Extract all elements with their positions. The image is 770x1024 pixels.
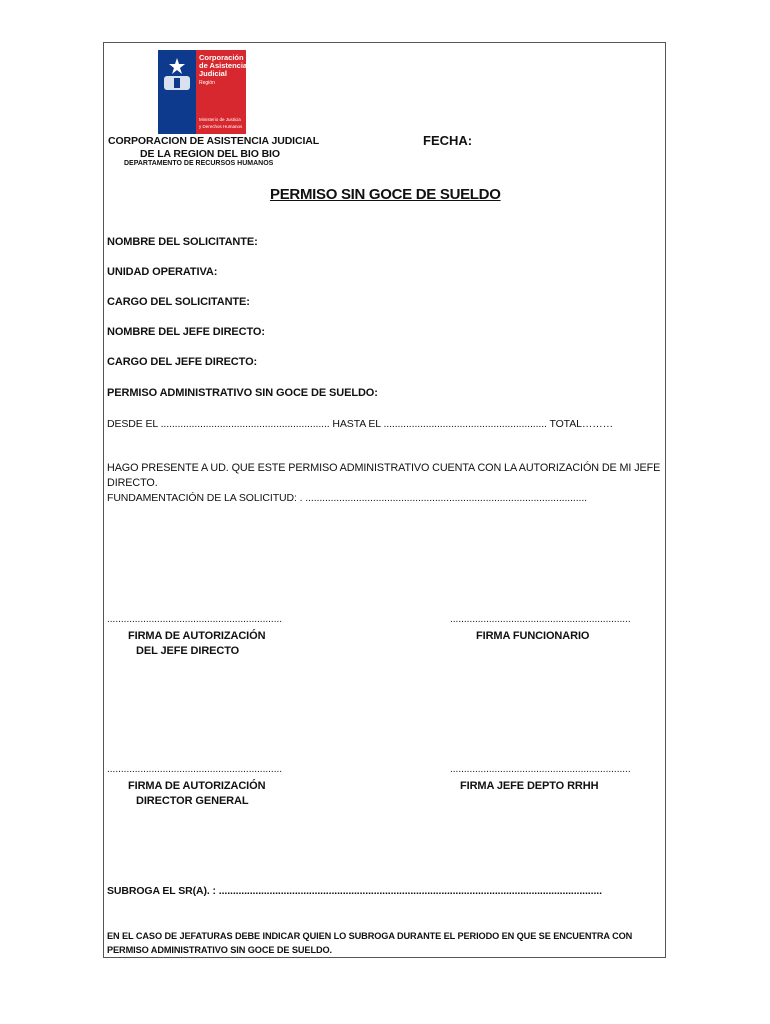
- department-name: DEPARTAMENTO DE RECURSOS HUMANOS: [124, 160, 274, 167]
- declaration-line-1: HAGO PRESENTE A UD. QUE ESTE PERMISO ADMINISTRATIVO CUENTA CON LA AUTORIZACIÓN DE MI JEFE: [107, 462, 661, 474]
- org-name-line-2: DE LA REGION DEL BIO BIO: [140, 148, 280, 160]
- footer-note-line-1: EN EL CASO DE JEFATURAS DEBE INDICAR QUIEN LO SUBROGA DURANTE EL PERIODO EN QUE SE ENCUENTRA CON: [107, 931, 633, 941]
- logo-blue-panel: [158, 50, 196, 134]
- cargo-jefe-label: CARGO DEL JEFE DIRECTO:: [107, 356, 258, 368]
- signature-line-director: ...............................................................: [107, 764, 283, 775]
- permiso-label: PERMISO ADMINISTRATIVO SIN GOCE DE SUELDO:: [107, 387, 378, 399]
- institution-logo: [158, 50, 246, 134]
- subroga-line: SUBROGA EL SR(A). : ........................................................................................................................................: [107, 885, 602, 897]
- logo-line-3: Judicial: [199, 69, 227, 78]
- org-name-line-1: CORPORACION DE ASISTENCIA JUDICIAL: [108, 135, 320, 147]
- fundamentacion-line: FUNDAMENTACIÓN DE LA SOLICITUD: . ....................................................................................................: [107, 492, 587, 504]
- firma-jefe-label-2: DEL JEFE DIRECTO: [136, 645, 240, 657]
- date-range-line: DESDE EL ............................................................ HASTA EL .......................................................... TOTAL………: [107, 418, 614, 430]
- coat-of-arms-icon: [158, 54, 196, 94]
- firma-rrhh-label: FIRMA JEFE DEPTO RRHH: [460, 780, 599, 792]
- nombre-jefe-label: NOMBRE DEL JEFE DIRECTO:: [107, 326, 265, 338]
- declaration-line-2: DIRECTO.: [107, 477, 158, 489]
- logo-line-1: Corporación: [199, 53, 244, 62]
- footer-note-line-2: PERMISO ADMINISTRATIVO SIN GOCE DE SUELDO.: [107, 945, 332, 955]
- fecha-label: FECHA:: [423, 133, 473, 148]
- signature-line-rrhh: .................................................................: [450, 764, 631, 775]
- firma-director-label-1: FIRMA DE AUTORIZACIÓN: [128, 780, 266, 792]
- logo-line-5: Ministerio de Justicia: [199, 117, 241, 122]
- logo-line-4: Región: [199, 80, 215, 86]
- logo-line-6: y Derechos Humanos: [199, 124, 243, 129]
- firma-funcionario-label: FIRMA FUNCIONARIO: [476, 630, 590, 642]
- document-title: PERMISO SIN GOCE DE SUELDO: [270, 186, 501, 203]
- cargo-solicitante-label: CARGO DEL SOLICITANTE:: [107, 296, 250, 308]
- nombre-solicitante-label: NOMBRE DEL SOLICITANTE:: [107, 236, 258, 248]
- logo-line-2: de Asistencia: [199, 61, 248, 70]
- firma-director-label-2: DIRECTOR GENERAL: [136, 795, 249, 807]
- signature-line-jefe: ...............................................................: [107, 614, 283, 625]
- signature-line-funcionario: .................................................................: [450, 614, 631, 625]
- firma-jefe-label-1: FIRMA DE AUTORIZACIÓN: [128, 630, 266, 642]
- unidad-operativa-label: UNIDAD OPERATIVA:: [107, 266, 218, 278]
